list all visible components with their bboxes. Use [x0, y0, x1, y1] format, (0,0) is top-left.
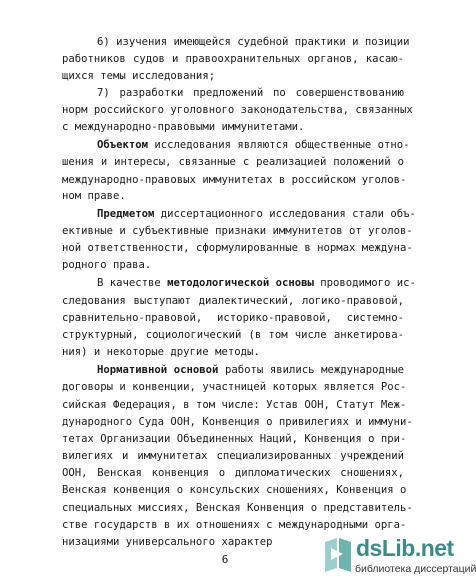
text-line: [62, 174, 407, 186]
text-span: ном праве.: [62, 190, 126, 202]
text-span: с международно-правовыми иммунитетами.: [62, 121, 305, 133]
text-span: вилегиях и иммунитетах специализированных учреждений: [62, 450, 404, 462]
text-span: исследования являются общественные отно-: [148, 139, 410, 151]
text-span: работников судов и правоохранительных органов, касаю-: [62, 53, 404, 65]
text-line: [62, 259, 404, 271]
text-span: щихся темы исследования;: [62, 70, 216, 82]
text-span: норм российского уголовного законодательства, связанных: [62, 104, 413, 116]
text-span: ективные и субъективные признаки иммунитетов от уголов-: [62, 225, 413, 237]
text-span: родного права.: [62, 259, 152, 271]
watermark-subtitle: библиотека диссертаций: [355, 563, 476, 575]
text-span: ООН, Венская конвенция о дипломатических сношениях,: [62, 467, 404, 479]
text-span: договоры и конвенции, участницей которых является Рос-: [62, 381, 407, 393]
text-span: дународного Суда ООН, Конвенция о привилегиях и иммуни-: [62, 416, 413, 428]
text-line: [62, 399, 407, 411]
text-line: [62, 381, 407, 393]
bold-term: Нормативной основой: [97, 364, 219, 376]
text-span: шения и интересы, связанные с реализацией положений о: [62, 156, 404, 168]
text-span: международно-правовых иммунитетах в российском уголов-: [62, 174, 407, 186]
text-line: [62, 519, 407, 531]
text-line: [62, 156, 404, 168]
text-span: работы явились международные: [218, 364, 405, 376]
bold-term: Предметом: [97, 208, 155, 220]
text-line: [97, 364, 404, 376]
bold-term: Объектом: [97, 139, 149, 151]
text-line: [62, 329, 404, 341]
text-line: [97, 277, 416, 289]
text-span: диссертационного исследования стали объ-: [154, 208, 416, 220]
watermark-logo: dsLib.net: [356, 535, 454, 561]
text-line: [97, 87, 404, 99]
text-line: [97, 36, 410, 48]
text-line: [62, 450, 404, 462]
text-line: [97, 139, 410, 151]
text-span: ния) и некоторые другие методы.: [62, 346, 260, 358]
text-line: [62, 467, 404, 479]
text-line: [62, 416, 413, 428]
text-line: [62, 242, 413, 254]
text-line: [62, 346, 404, 358]
text-line: [62, 190, 404, 202]
text-line: [62, 225, 413, 237]
text-span: Венская конвенция о консульских сношениях, Конвенция о: [62, 484, 407, 496]
text-span: 7) разработки предложений по совершенствованию: [97, 87, 404, 99]
text-span: специальных миссиях, Венская Конвенция о представитель-: [62, 502, 413, 514]
text-span: В качестве: [97, 277, 168, 289]
text-line: [62, 484, 407, 496]
text-line: [62, 433, 407, 445]
text-line: [97, 208, 416, 220]
watermark[interactable]: [318, 533, 476, 582]
text-span: следования выступают диалектический, логико-правовой,: [62, 295, 404, 307]
text-span: структурный, социологический (в том числе анкетирова-: [62, 329, 404, 341]
bold-term: методологической основы: [167, 277, 314, 289]
page-number: 6: [221, 553, 229, 566]
text-span: стве государств в их отношениях с международными орга-: [62, 519, 407, 531]
text-span: проводимого ис-: [313, 277, 416, 289]
text-line: [62, 295, 404, 307]
book-icon: [321, 534, 355, 574]
text-span: сийская Федерация, в том числе: Устав ООН, Статут Меж-: [62, 399, 407, 411]
text-line: [62, 53, 404, 65]
text-line: [62, 502, 413, 514]
text-line: [62, 312, 404, 324]
text-span: ной ответственности, сформулированные в нормах междуна-: [62, 242, 413, 254]
text-span: низациями универсального характер: [62, 536, 273, 548]
text-span: сравнительно-правовой, историко-правовой, системно-: [62, 312, 404, 324]
text-line: [62, 104, 413, 116]
text-span: 6) изучения имеющейся судебной практики и позиции: [97, 36, 410, 48]
text-line: [62, 70, 404, 82]
text-span: тетах Организации Объединенных Наций, Конвенция о при-: [62, 433, 407, 445]
text-line: [62, 121, 404, 133]
